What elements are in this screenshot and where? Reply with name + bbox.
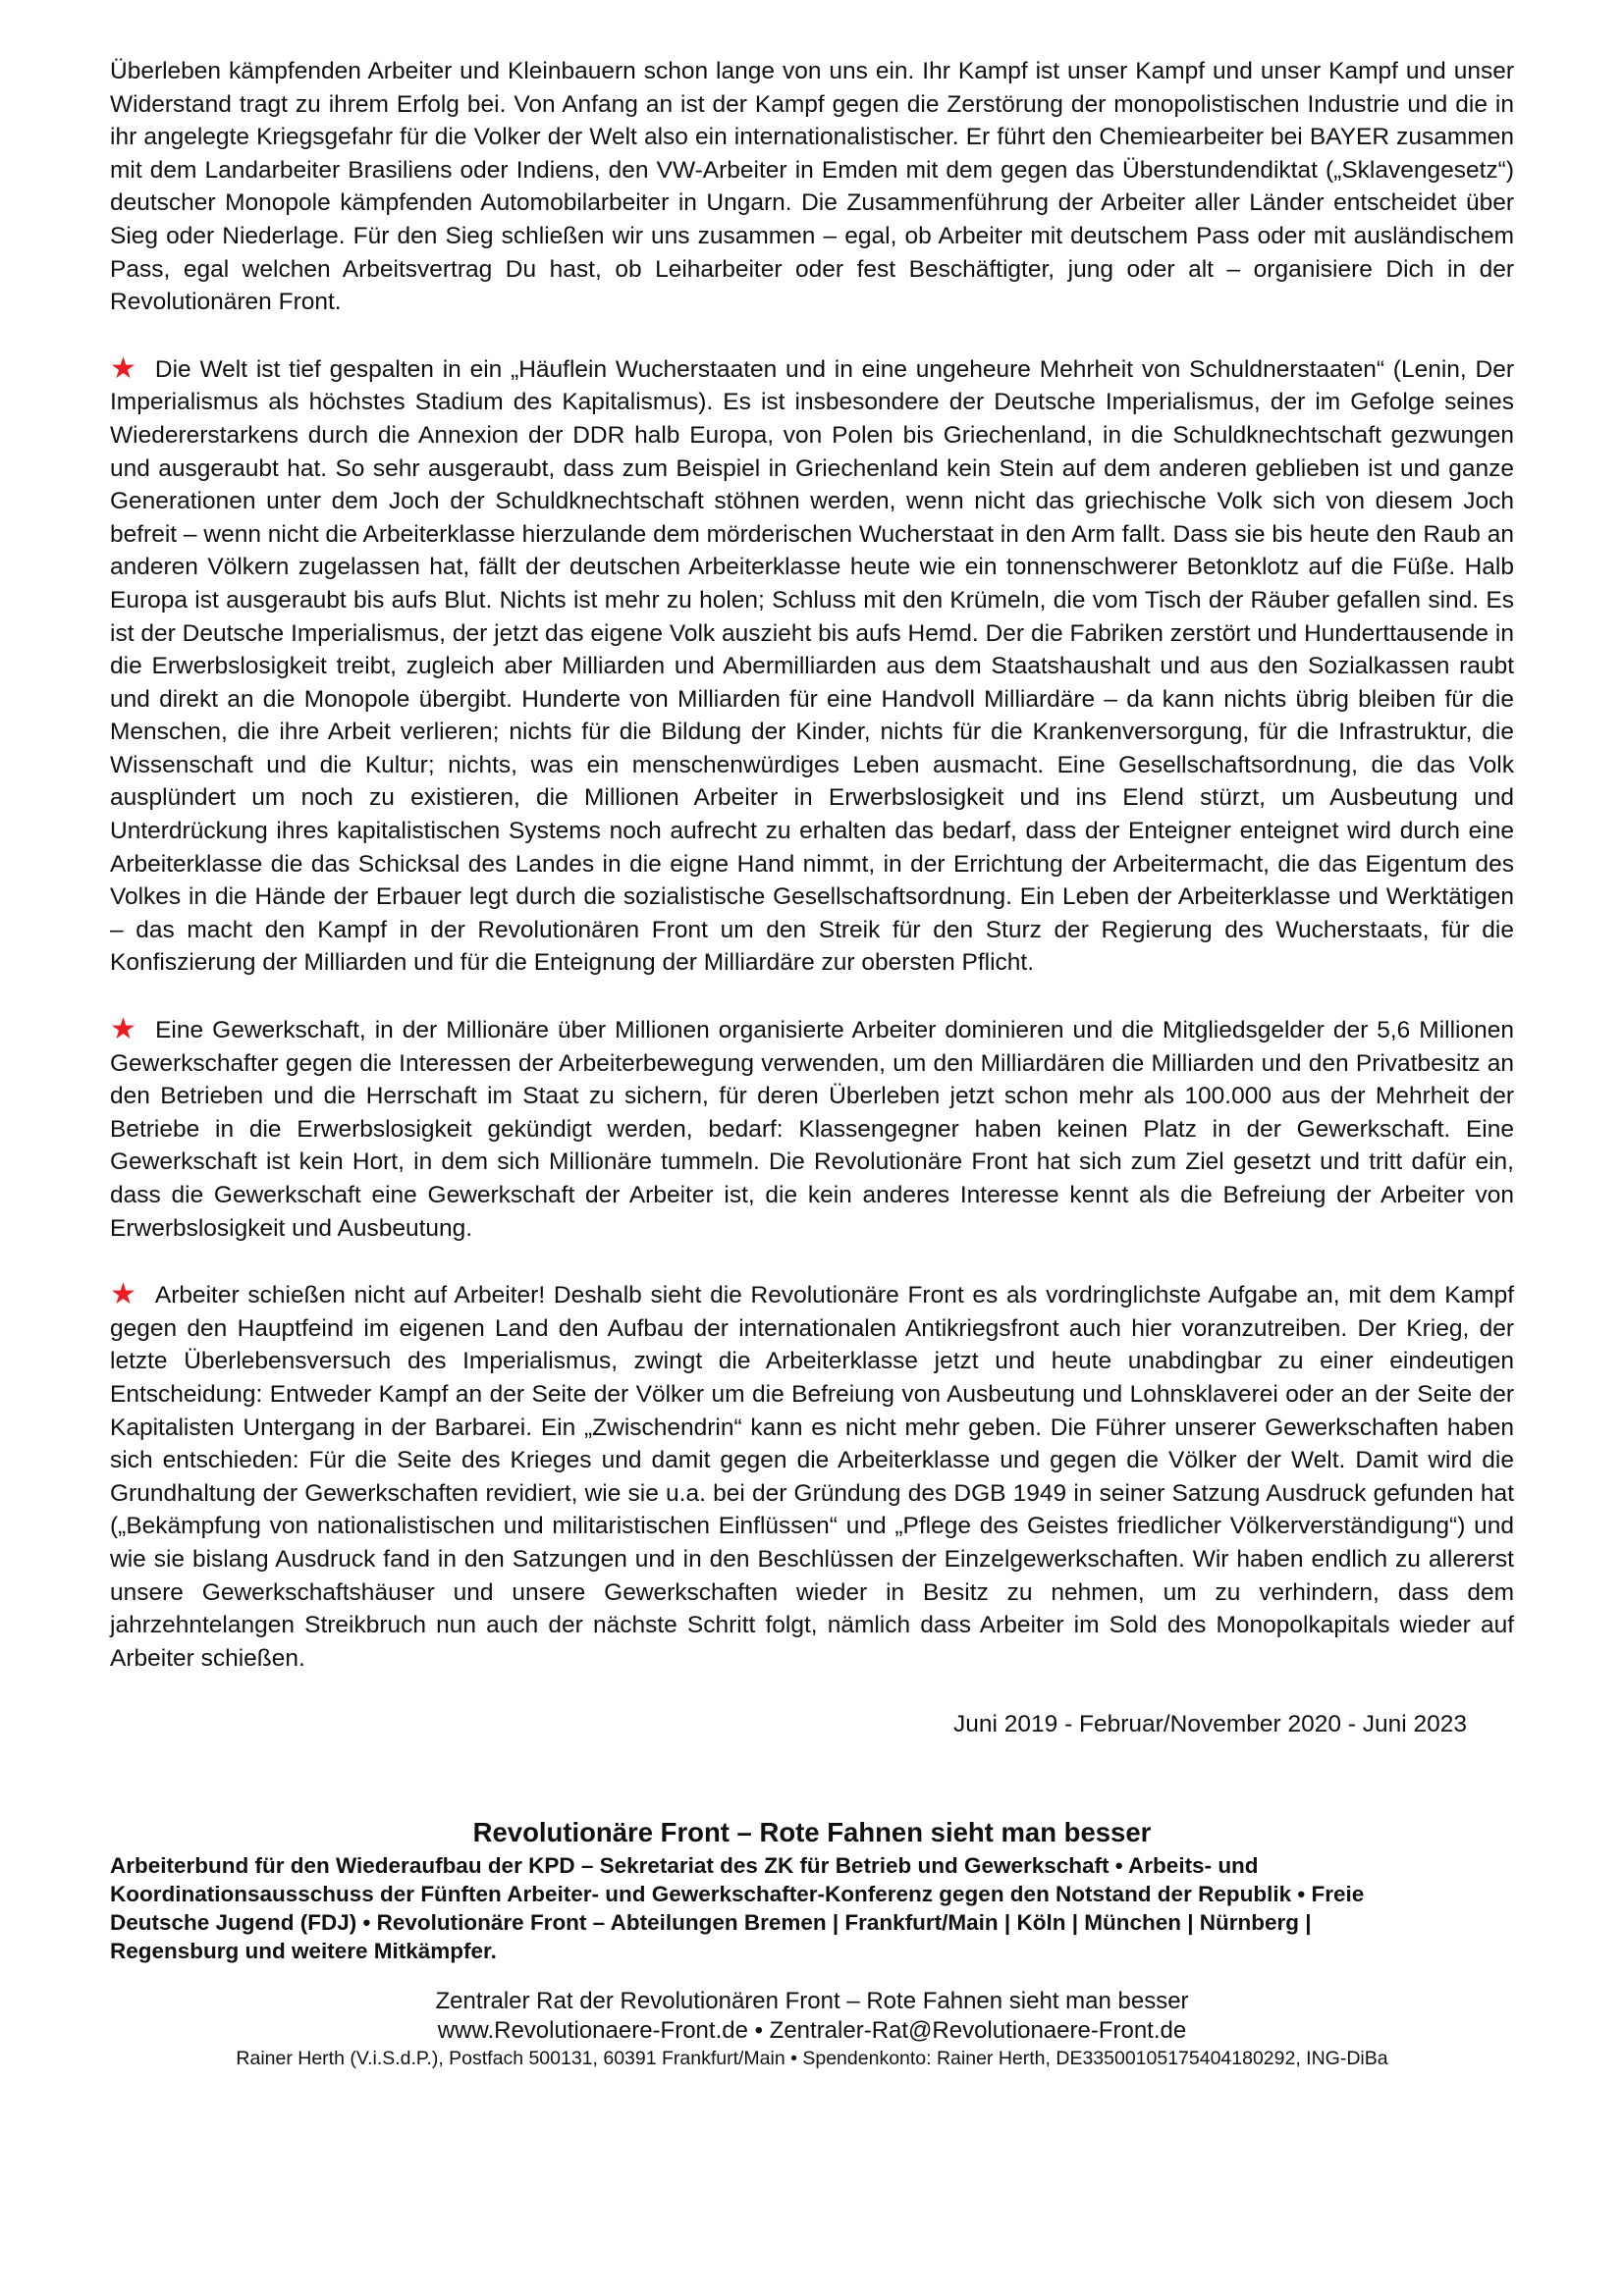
red-star-icon: ★ xyxy=(110,351,138,385)
paragraph-text: Eine Gewerkschaft, in der Millionäre über Millionen organisierte Arbeiter dominieren und die Mitgliedsgelder der 5,6 Millionen Gewerkschafter gegen die Interessen der Arbeiterbewegung verwenden, um den Milliardären die Milliarden und den Privatbesitz an den Betrieben und die Herrschaft im Staat zu sichern, für deren Überleben jetzt schon mehr als 100.000 aus der Mehrheit der Betriebe in die Erwerbslosigkeit gekündigt werden, bedarf: Klassengegner haben keinen Platz in der Gewerkschaft. Eine Gewerkschaft ist kein Hort, in dem sich Millionäre tummeln. Die Revolutionäre Front hat sich zum Ziel gesetzt und tritt dafür ein, dass die Gewerkschaft eine Gewerkschaft der Arbeiter ist, die kein anderes Interesse kennt als die Befreiung der Arbeiter von Erwerbslosigkeit und Ausbeutung. xyxy=(110,1017,1514,1242)
document-body xyxy=(110,55,1514,1675)
paragraph-antiwar xyxy=(110,1278,1514,1675)
red-star-icon: ★ xyxy=(110,1013,139,1046)
red-star-icon: ★ xyxy=(110,1278,138,1311)
organizations-line: Deutsche Jugend (FDJ) • Revolutionäre Front – Abteilungen Bremen | Frankfurt/Main | Köln | München | Nürnberg | xyxy=(110,1909,1312,1935)
organizations-line: Regensburg und weitere Mitkämpfer. xyxy=(110,1938,497,1963)
paragraph-union xyxy=(110,1013,1514,1245)
paragraph-text: Arbeiter schießen nicht auf Arbeiter! Deshalb sieht die Revolutionäre Front es als vordringlichste Aufgabe an, mit dem Kampf gegen den Hauptfeind im eigenen Land den Aufbau der internationalen Antikriegsfront auch hier voranzutreiben. Der Krieg, der letzte Überlebensversuch des Imperialismus, zwingt die Arbeiterklasse jetzt und heute unabdingbar zu einer eindeutigen Entscheidung: Entweder Kampf an der Seite der Völker um die Befreiung von Ausbeutung und Lohnsklaverei oder an der Seite der Kapitalisten Untergang in der Barbarei. Ein „Zwischendrin“ kann es nicht mehr geben. Die Führer unserer Gewerkschaften haben sich entschieden: Für die Seite des Krieges und damit gegen die Arbeiterklasse und gegen die Völker der Welt. Damit wird die Grundhaltung der Gewerkschaften revidiert, wie sie u.a. bei der Gründung des DGB 1949 in seiner Satzung Ausdruck gefunden hat („Bekämpfung von nationalistischen und militaristischen Einflüssen“ und „Pflege des Geistes friedlicher Völkerverständigung“) und wie sie bislang Ausdruck fand in den Satzungen und in den Beschlüssen der Einzelgewerkschaften. Wir haben endlich zu allererst unsere Gewerkschaftshäuser und unsere Gewerkschaften wieder in Besitz zu nehmen, um zu verhindern, dass dem jahrzehntelangen Streikbruch nun auch der nächste Schritt folgt, nämlich dass Arbeiter im Sold des Monopolkapitals wieder auf Arbeiter schießen. xyxy=(110,1282,1514,1672)
paragraph-world-divided xyxy=(110,352,1514,980)
organizations-block xyxy=(110,1851,1514,1965)
central-council-line: Zentraler Rat der Revolutionären Front – Rote Fahnen sieht man besser xyxy=(435,1987,1189,2014)
footer-headline: Revolutionäre Front – Rote Fahnen sieht man besser xyxy=(472,1816,1152,1847)
paragraph-text: Überleben kämpfenden Arbeiter und Kleinbauern schon lange von uns ein. Ihr Kampf ist unser Kampf und unser Kampf und unser Widerstand tragt zu ihrem Erfolg bei. Von Anfang an ist der Kampf gegen die Zerstörung der monopolistischen Industrie und die in ihr angelegte Kriegsgefahr für die Volker der Welt also ein internationalistischer. Er führt den Chemiearbeiter bei BAYER zusammen mit dem Landarbeiter Brasiliens oder Indiens, den VW-Arbeiter in Emden mit dem gegen das Überstundendiktat („Sklavengesetz“) deutscher Monopole kämpfenden Automobilarbeiter in Ungarn. Die Zusammenführung der Arbeiter aller Länder entscheidet über Sieg oder Niederlage. Für den Sieg schließen wir uns zusammen – egal, ob Arbeiter mit deutschem Pass oder mit ausländischem Pass, egal welchen Arbeitsvertrag Du hast, ob Leiharbeiter oder fest Beschäftigter, jung oder alt – organisiere Dich in der Revolutionären Front. xyxy=(110,58,1514,316)
date-line: Juni 2019 - Februar/November 2020 - Juni 2023 xyxy=(953,1711,1467,1738)
paragraph-text: Die Welt ist tief gespalten in ein „Häuflein Wucherstaaten und in eine ungeheure Mehrheit von Schuldnerstaaten“ (Lenin, Der Imperialismus als höchstes Stadium des Kapitalismus). Es ist insbesondere der Deutsche Imperialismus, der im Gefolge seines Wiedererstarkens durch die Annexion der DDR halb Europa, von Polen bis Griechenland, in die Schuldknechtschaft gezwungen und ausgeraubt hat. So sehr ausgeraubt, dass zum Beispiel in Griechenland kein Stein auf dem anderen geblieben ist und ganze Generationen unter dem Joch der Schuldknechtschaft stöhnen werden, wenn nicht das griechische Volk sich von diesem Joch befreit – wenn nicht die Arbeiterklasse hierzulande dem mörderischen Wucherstaat in den Arm fallt. Dass sie bis heute den Raub an anderen Völkern zugelassen hat, fällt der deutschen Arbeiterklasse heute wie ein tonnenschwerer Betonklotz auf die Füße. Halb Europa ist ausgeraubt bis aufs Blut. Nichts ist mehr zu holen; Schluss mit den Krümeln, die vom Tisch der Räuber gefallen sind. Es ist der Deutsche Imperialismus, der jetzt das eigene Volk auszieht bis aufs Hemd. Der die Fabriken zerstört und Hunderttausende in die Erwerbslosigkeit treibt, zugleich aber Milliarden und Abermilliarden aus dem Staatshaushalt und aus den Sozialkassen raubt und direkt an die Monopole übergibt. Hunderte von Milliarden für eine Handvoll Milliardäre – da kann nichts übrig bleiben für die Menschen, die ihre Arbeit verlieren; nichts für die Bildung der Kinder, nichts für die Krankenversorgung, für die Infrastruktur, die Wissenschaft und die Kultur; nichts, was ein menschenwürdiges Leben ausmacht. Eine Gesellschaftsordnung, die das Volk ausplündert um noch zu existieren, die Millionen Arbeiter in Erwerbslosigkeit und ins Elend stürzt, um Ausbeutung und Unterdrückung ihres kapitalistischen Systems noch aufrecht zu erhalten das bedarf, dass der Enteigner enteignet wird durch eine Arbeiterklasse die das Schicksal des Landes in die eigne Hand nimmt, in der Errichtung der Arbeitermacht, die das Eigentum des Volkes in die Hände der Erbauer legt durch die sozialistische Gesellschaftsordnung. Ein Leben der Arbeiterklasse und Werktätigen – das macht den Kampf in der Revolutionären Front um den Streik für den Sturz der Regierung des Wucherstaats, für die Konfiszierung der Milliarden und für die Enteignung der Milliardäre zur obersten Pflicht. xyxy=(110,355,1514,977)
organizations-line: Arbeiterbund für den Wiederaufbau der KPD – Sekretariat des ZK für Betrieb und Gewerkschaft • Arbeits- und xyxy=(110,1852,1259,1878)
organizations-line: Koordinationsausschuss der Fünften Arbeiter- und Gewerkschafter-Konferenz gegen den Notstand der Republik • Freie xyxy=(110,1881,1365,1906)
imprint-line: Rainer Herth (V.i.S.d.P.), Postfach 500131, 60391 Frankfurt/Main • Spendenkonto: Rainer Herth, DE33500105175404180292, ING-DiBa xyxy=(236,2047,1388,2069)
document-footer xyxy=(110,1816,1514,2071)
contact-line: www.Revolutionaere-Front.de • Zentraler-Rat@Revolutionaere-Front.de xyxy=(437,2016,1187,2044)
paragraph-intro xyxy=(110,55,1514,319)
